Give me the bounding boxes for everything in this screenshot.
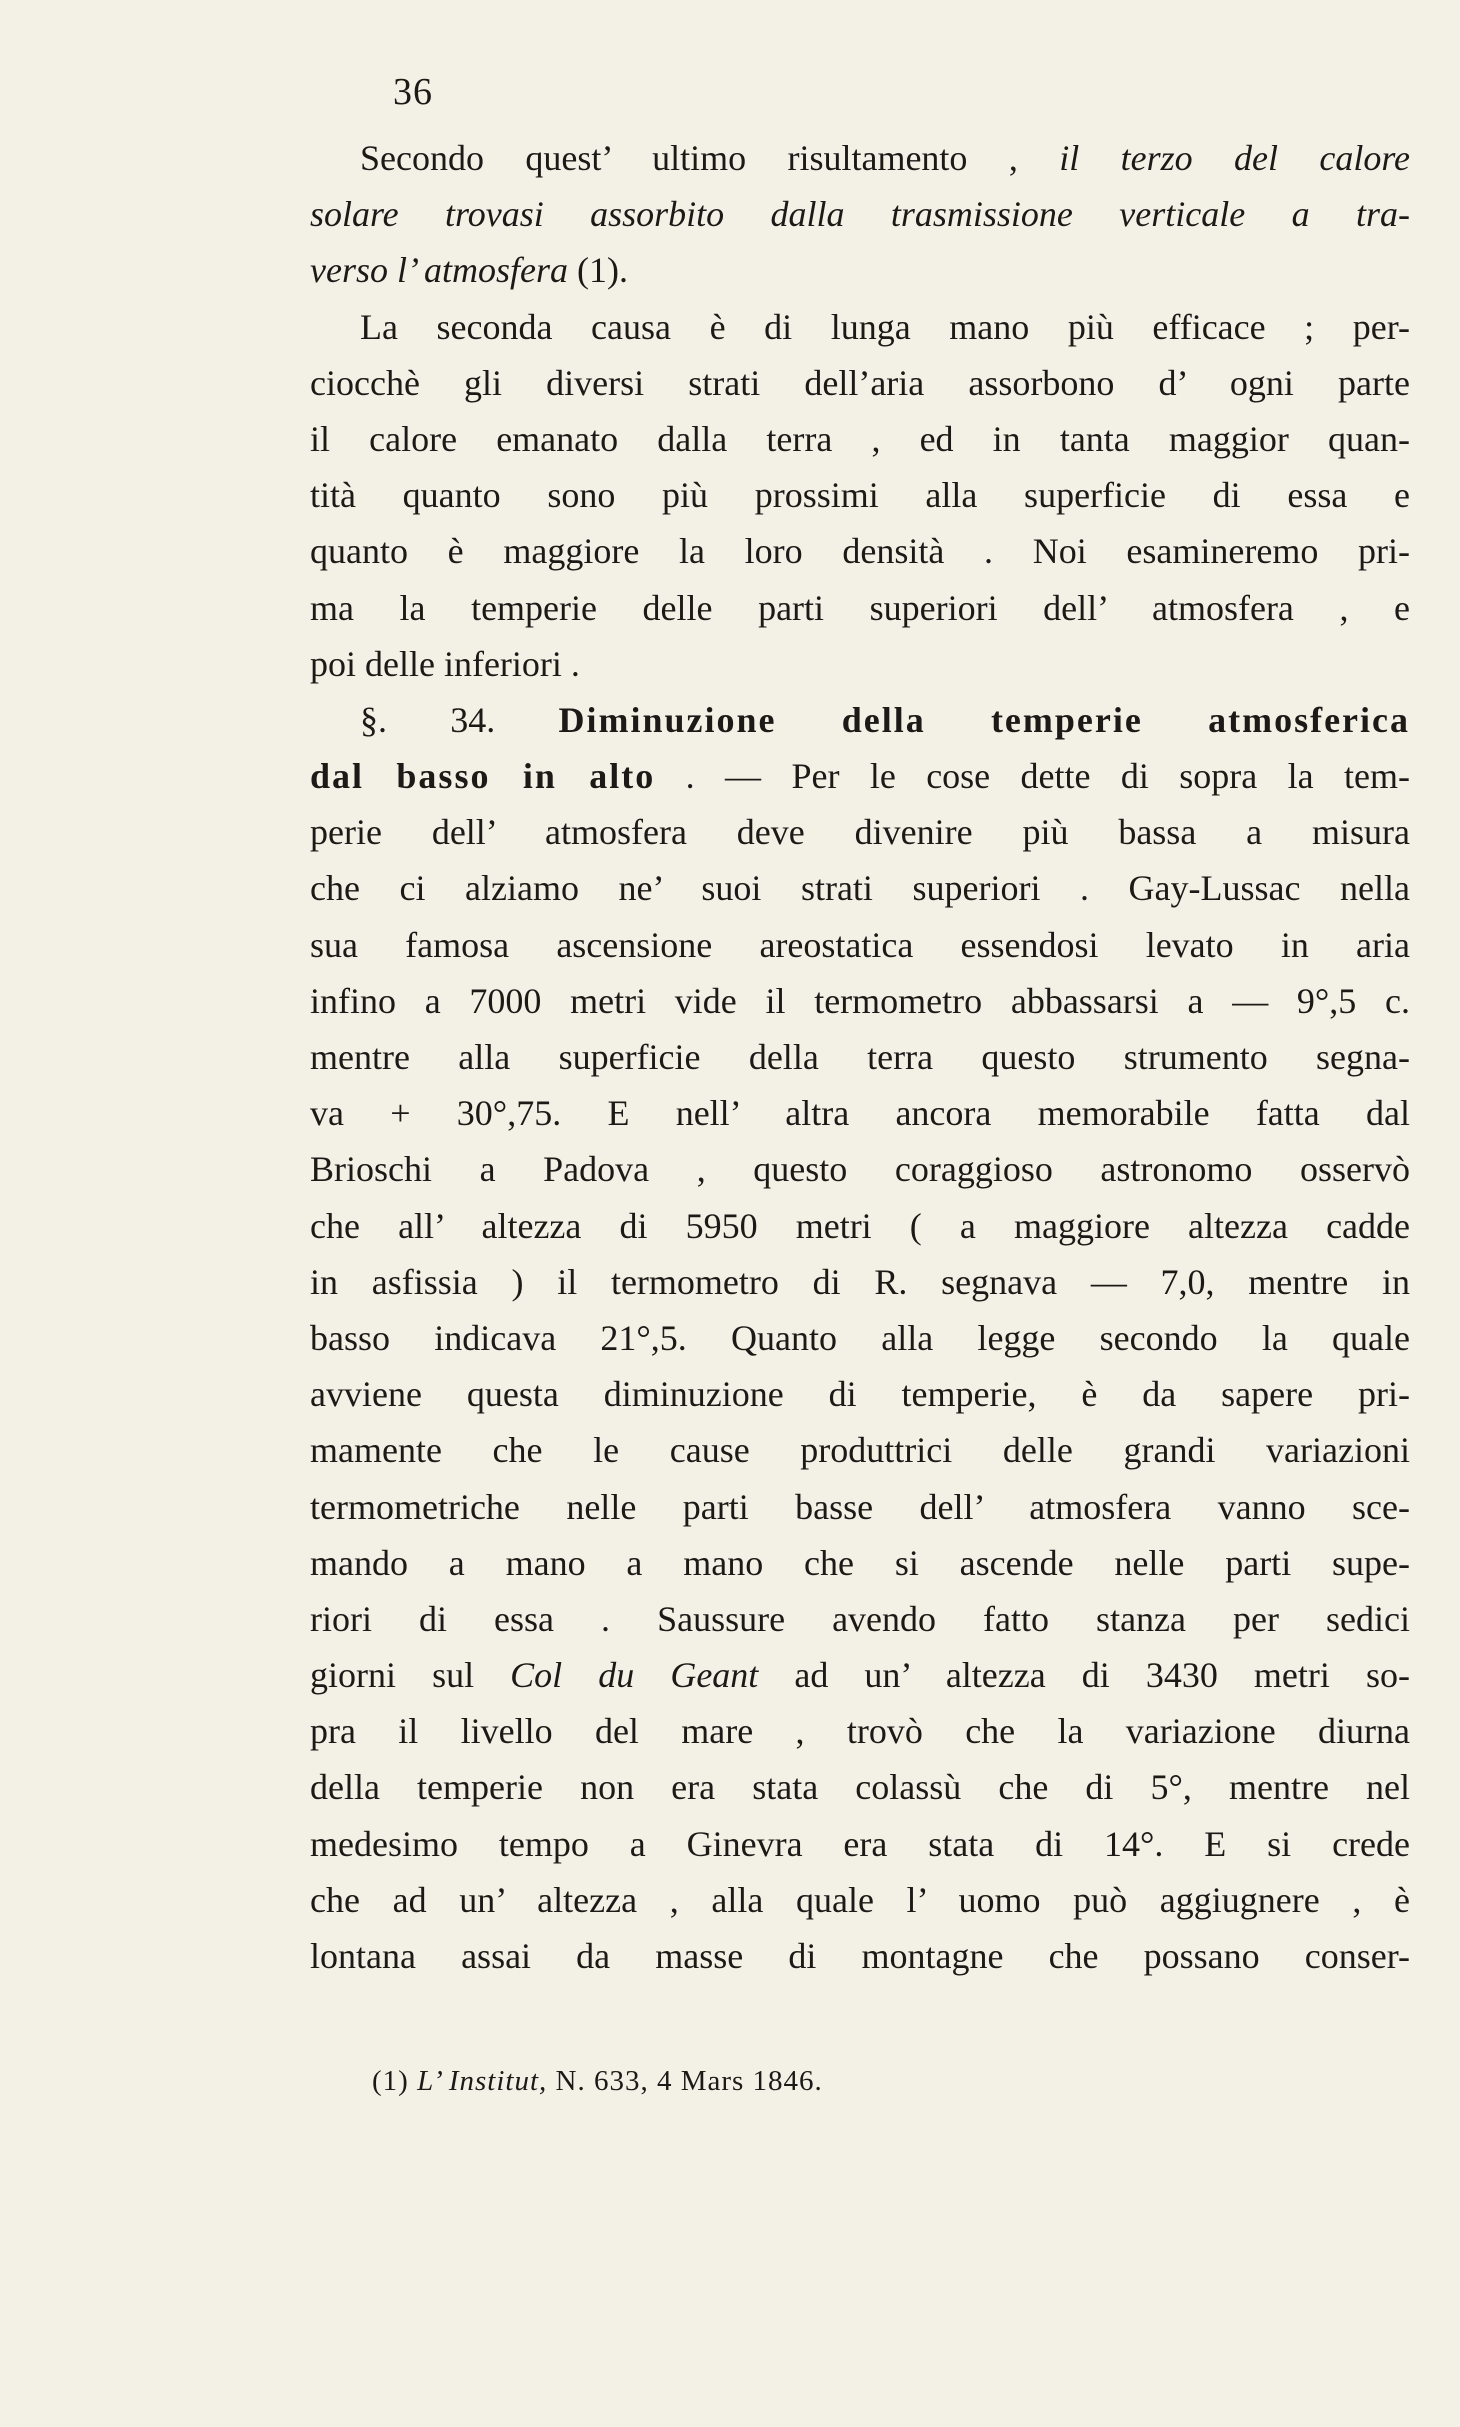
text-run: mamente che le cause produttrici delle grandi variazioni	[310, 1430, 1410, 1471]
text-line	[310, 1254, 1410, 1310]
text-line	[310, 917, 1410, 973]
text-run: che ad un’ altezza , alla quale l’ uomo può aggiugnere , è	[310, 1879, 1410, 1920]
footnote-marker: (1)	[372, 2065, 409, 2097]
text-line	[310, 1759, 1410, 1815]
italic-text: solare trovasi assorbito dalla trasmissione verticale a tra-	[310, 194, 1410, 235]
text-line	[310, 973, 1410, 1029]
text-run: mentre alla superficie della terra questo strumento segna-	[310, 1037, 1410, 1077]
text-line	[310, 1647, 1410, 1703]
text-line	[310, 467, 1410, 523]
text-line	[310, 299, 1410, 355]
text-run: tità quanto sono più prossimi alla superficie di essa e	[310, 475, 1410, 516]
text-run: Brioschi a Padova , questo coraggioso astronomo osservò	[310, 1149, 1410, 1190]
text-line	[310, 523, 1410, 579]
text-line	[310, 411, 1410, 467]
text-run: pra il livello del mare , trovò che la variazione diurna	[310, 1711, 1410, 1752]
text-run: . — Per le cose dette di sopra la tem-	[655, 756, 1411, 797]
text-line	[310, 692, 1410, 748]
text-line	[310, 1703, 1410, 1759]
text-run: La seconda causa è di lunga mano più efficace ; per-	[360, 306, 1410, 347]
text-line	[310, 1535, 1410, 1591]
text-run: ad un’ altezza di 3430 metri so-	[758, 1655, 1410, 1696]
text-line	[310, 1198, 1410, 1254]
text-line	[310, 580, 1410, 636]
italic-text: il terzo del calore	[1059, 138, 1410, 178]
body-text	[310, 130, 1410, 1984]
text-line	[310, 860, 1410, 916]
text-run: Secondo quest’ ultimo risultamento ,	[360, 138, 1060, 178]
section-heading: dal basso in alto	[310, 756, 656, 797]
text-run: lontana assai da masse di montagne che possano conser-	[310, 1936, 1410, 1976]
text-run: basso indicava 21°,5. Quanto alla legge secondo la quale	[310, 1317, 1410, 1358]
text-line	[310, 1366, 1410, 1422]
text-line	[310, 1029, 1410, 1085]
page-number: 36	[393, 71, 433, 113]
footnote	[372, 2065, 823, 2098]
text-line	[310, 1928, 1410, 1984]
text-line	[310, 1816, 1410, 1872]
italic-text: verso l’ atmosfera	[310, 250, 568, 291]
text-line	[310, 1872, 1410, 1928]
text-line	[310, 1085, 1410, 1141]
italic-text: Col du Geant	[510, 1655, 759, 1696]
text-run: riori di essa . Saussure avendo fatto stanza per sedici	[310, 1598, 1410, 1639]
text-run: perie dell’ atmosfera deve divenire più bassa a misura	[310, 812, 1410, 853]
text-run: medesimo tempo a Ginevra era stata di 14°. E si crede	[310, 1823, 1410, 1864]
text-run: §. 34.	[360, 699, 559, 740]
text-line	[310, 242, 1410, 298]
text-run: avviene questa diminuzione di temperie, è da sapere pri-	[310, 1374, 1410, 1415]
text-run: che all’ altezza di 5950 metri ( a maggiore altezza cadde	[310, 1205, 1410, 1246]
text-run: sua famosa ascensione areostatica essendosi levato in aria	[310, 924, 1410, 965]
text-run: va + 30°,75. E nell’ altra ancora memorabile fatta dal	[310, 1093, 1410, 1134]
text-run: quanto è maggiore la loro densità . Noi esamineremo pri-	[310, 531, 1410, 572]
text-run: ma la temperie delle parti superiori dell’ atmosfera , e	[310, 587, 1410, 628]
text-run: ciocchè gli diversi strati dell’aria assorbono d’ ogni parte	[310, 362, 1410, 403]
text-line	[310, 636, 1410, 692]
footnote-work: L’ Institut,	[417, 2065, 548, 2097]
footnote-reference: N. 633, 4 Mars 1846.	[555, 2065, 823, 2097]
text-run: della temperie non era stata colassù che di 5°, mentre nel	[310, 1767, 1410, 1808]
text-run: giorni sul	[310, 1655, 511, 1696]
text-line	[310, 804, 1410, 860]
text-line	[310, 1141, 1410, 1197]
text-run: in asfissia ) il termometro di R. segnava — 7,0, mentre in	[310, 1261, 1410, 1302]
text-run: poi delle inferiori .	[310, 643, 580, 684]
text-run: (1).	[567, 250, 628, 291]
text-run: il calore emanato dalla terra , ed in tanta maggior quan-	[310, 418, 1410, 459]
text-line	[310, 1310, 1410, 1366]
text-line	[310, 130, 1410, 186]
text-run: mando a mano a mano che si ascende nelle parti supe-	[310, 1542, 1410, 1583]
text-line	[310, 186, 1410, 242]
text-line	[310, 1422, 1410, 1478]
section-heading: Diminuzione della temperie atmosferica	[558, 699, 1411, 740]
text-line	[310, 355, 1410, 411]
text-run: che ci alziamo ne’ suoi strati superiori . Gay-Lussac nella	[310, 868, 1410, 909]
text-line	[310, 748, 1410, 804]
text-run: termometriche nelle parti basse dell’ atmosfera vanno sce-	[310, 1486, 1410, 1527]
text-run: infino a 7000 metri vide il termometro abbassarsi a — 9°,5 c.	[310, 980, 1410, 1021]
text-line	[310, 1479, 1410, 1535]
text-line	[310, 1591, 1410, 1647]
